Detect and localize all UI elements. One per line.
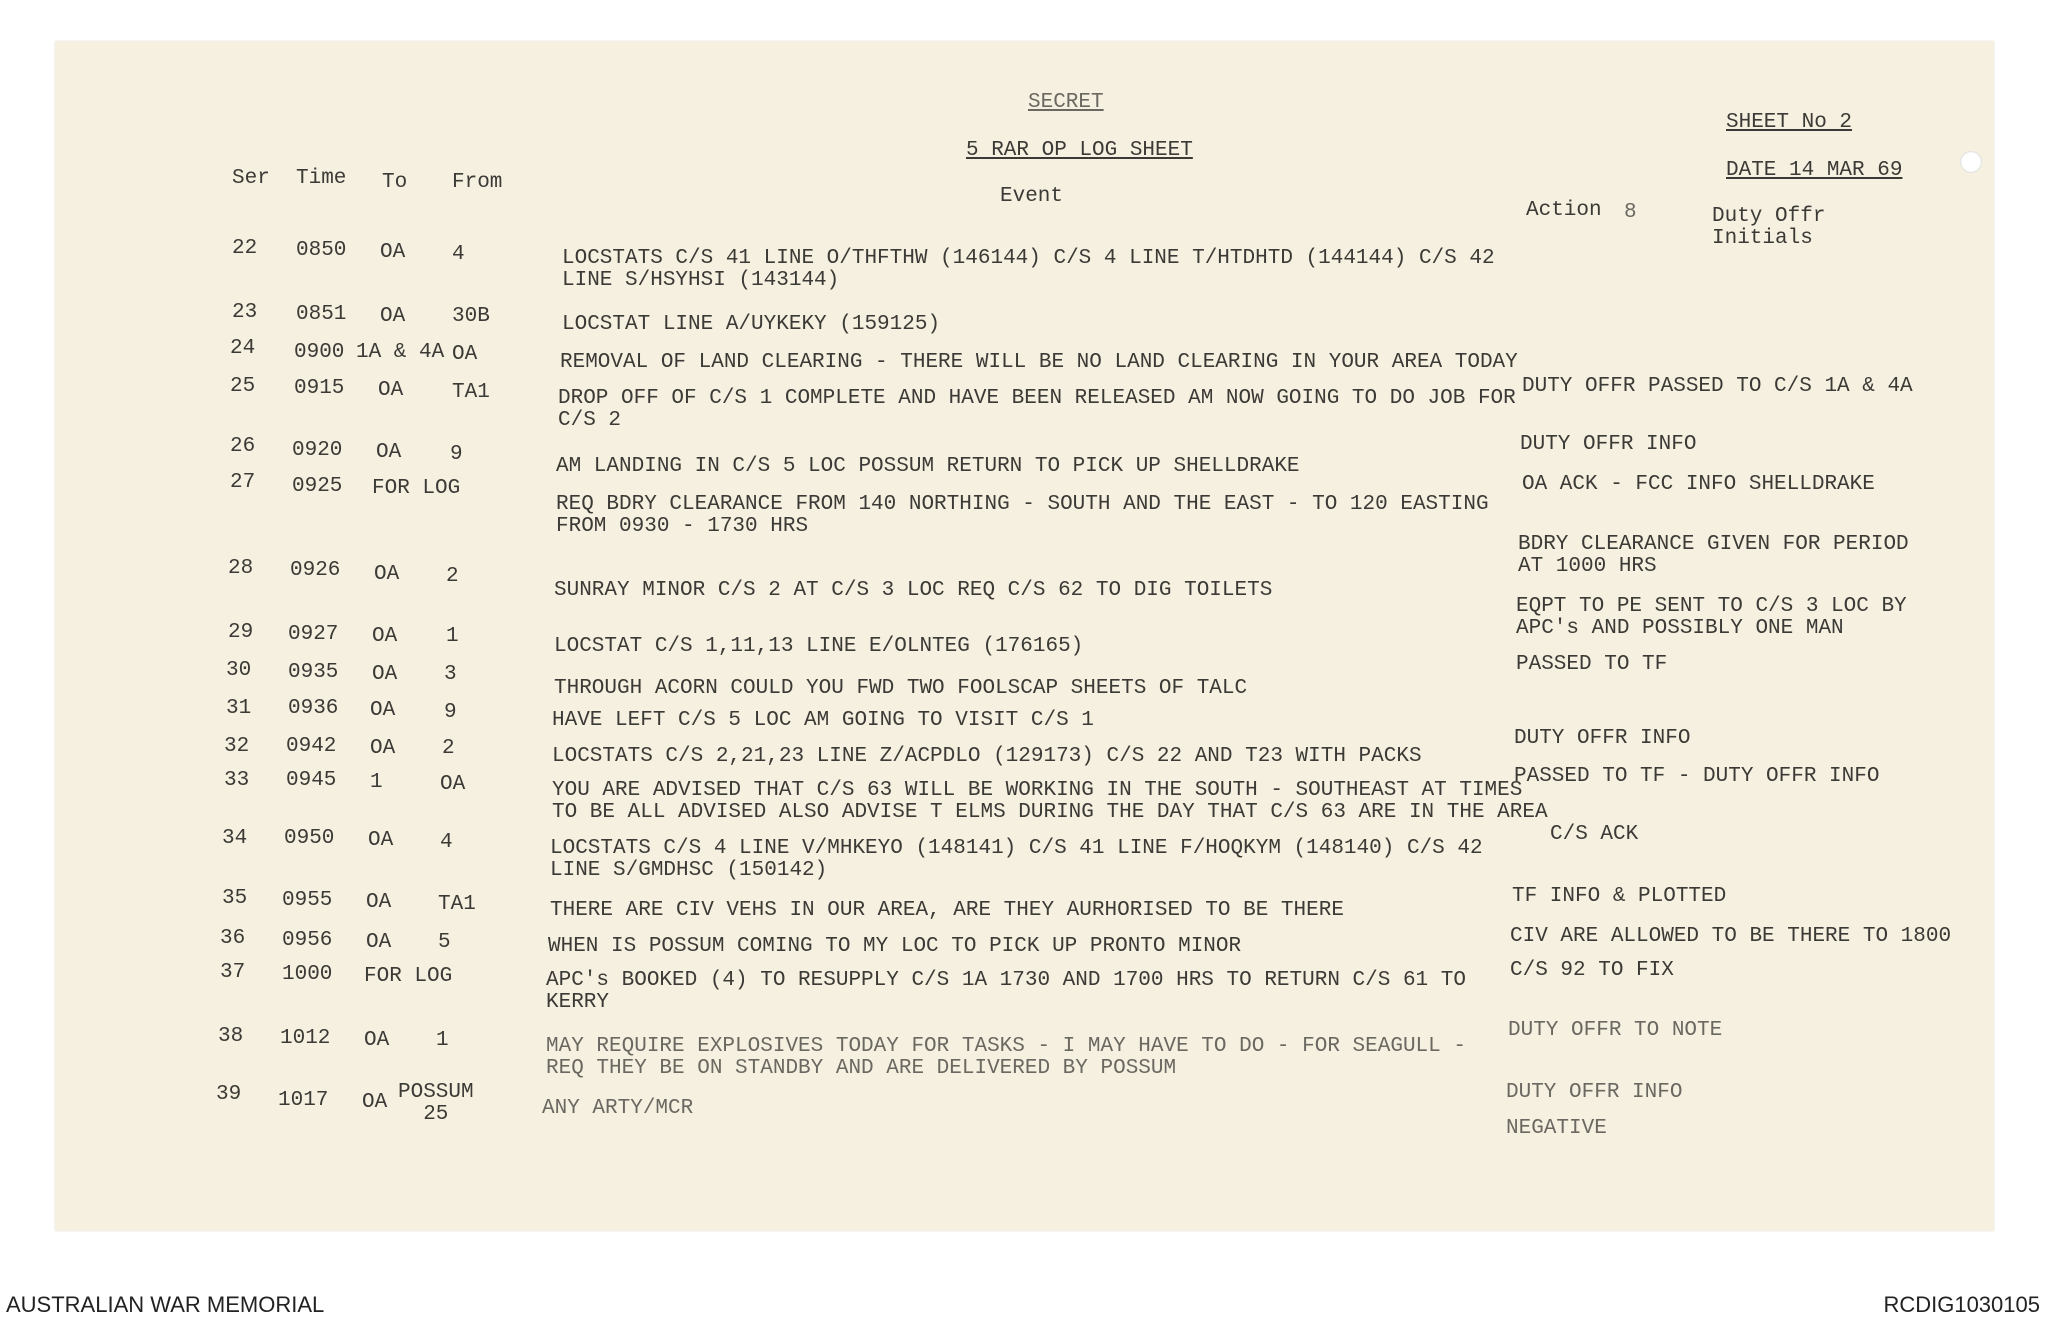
row-to: OA [372, 625, 398, 648]
row-action: OA ACK - FCC INFO SHELLDRAKE [1522, 473, 1875, 496]
row-time: 0955 [282, 889, 333, 912]
row-from: 3 [444, 663, 457, 686]
row-event: MAY REQUIRE EXPLOSIVES TODAY FOR TASKS - I MAY HAVE TO DO - FOR SEAGULL - REQ THEY BE ON STANDBY AND ARE DELIVERED BY POSSUM [546, 1035, 1466, 1080]
footer-id: RCDIG1030105 [1883, 1292, 2040, 1317]
row-to: 1 [370, 771, 383, 794]
col-header-event: Event [1000, 185, 1064, 208]
row-from: 4 [452, 243, 465, 266]
row-event: AM LANDING IN C/S 5 LOC POSSUM RETURN TO PICK UP SHELLDRAKE [556, 455, 1300, 478]
row-to: OA [362, 1091, 388, 1114]
row-ser: 29 [228, 621, 254, 644]
row-action: C/S 92 TO FIX [1510, 959, 1674, 982]
row-time: 0950 [284, 827, 335, 850]
row-time: 0956 [282, 929, 333, 952]
row-event: LOCSTAT LINE A/UYKEKY (159125) [562, 313, 941, 336]
row-from: 1 [436, 1029, 449, 1052]
row-ser: 23 [232, 301, 258, 324]
row-event: LOCSTATS C/S 4 LINE V/MHKEYO (148141) C/S 41 LINE F/HOQKYM (148140) C/S 42 LINE S/GMDHSC (150142) [550, 837, 1483, 882]
row-from: OA [440, 773, 466, 796]
row-time: 1012 [280, 1027, 331, 1050]
row-ser: 34 [222, 827, 248, 850]
row-ser: 38 [218, 1025, 244, 1048]
row-from: OA [452, 343, 478, 366]
row-action: DUTY OFFR TO NOTE [1508, 1019, 1723, 1042]
row-to: 1A & 4A [356, 341, 445, 364]
row-action: CIV ARE ALLOWED TO BE THERE TO 1800 [1510, 925, 1952, 948]
row-from: 30B [452, 305, 490, 328]
row-to: OA [378, 379, 404, 402]
sheet-number: SHEET No 2 [1726, 111, 1853, 134]
row-from: TA1 [452, 381, 490, 404]
sheet-date: DATE 14 MAR 69 [1726, 159, 1903, 182]
row-ser: 31 [226, 697, 252, 720]
row-event: REMOVAL OF LAND CLEARING - THERE WILL BE NO LAND CLEARING IN YOUR AREA TODAY [560, 351, 1518, 374]
row-ser: 36 [220, 927, 246, 950]
punch-hole [1960, 151, 1982, 173]
row-ser: 30 [226, 659, 252, 682]
row-ser: 26 [230, 435, 256, 458]
row-to: FOR LOG [364, 965, 453, 988]
row-event: YOU ARE ADVISED THAT C/S 63 WILL BE WORKING IN THE SOUTH - SOUTHEAST AT TIMES TO BE ALL ADVISED ALSO ADVISE T ELMS DURING THE DAY THAT C/S 63 ARE IN THE AREA [552, 779, 1548, 824]
row-to: OA [368, 829, 394, 852]
row-time: 0927 [288, 623, 339, 646]
row-ser: 33 [224, 769, 250, 792]
row-action: NEGATIVE [1506, 1117, 1607, 1140]
row-to: OA [370, 699, 396, 722]
row-event: LOCSTAT C/S 1,11,13 LINE E/OLNTEG (176165) [554, 635, 1084, 658]
row-action: BDRY CLEARANCE GIVEN FOR PERIOD AT 1000 HRS [1518, 533, 1909, 578]
row-event: REQ BDRY CLEARANCE FROM 140 NORTHING - SOUTH AND THE EAST - TO 120 EASTING FROM 0930 - 1730 HRS [556, 493, 1489, 538]
row-from: 2 [442, 737, 455, 760]
row-action: PASSED TO TF [1516, 653, 1668, 676]
row-ser: 37 [220, 961, 246, 984]
row-time: 0936 [288, 697, 339, 720]
row-time: 0945 [286, 769, 337, 792]
row-action: TF INFO & PLOTTED [1512, 885, 1727, 908]
row-to: OA [364, 1029, 390, 1052]
row-event: LOCSTATS C/S 41 LINE O/THFTHW (146144) C/S 4 LINE T/HTDHTD (144144) C/S 42 LINE S/HSYHSI (143144) [562, 247, 1495, 292]
row-event: THROUGH ACORN COULD YOU FWD TWO FOOLSCAP SHEETS OF TALC [554, 677, 1248, 700]
col-header-to: To [382, 171, 408, 194]
row-ser: 27 [230, 471, 256, 494]
row-action: EQPT TO PE SENT TO C/S 3 LOC BY APC's AND POSSIBLY ONE MAN [1516, 595, 1907, 640]
col-header-ser: Ser [232, 167, 270, 190]
row-action: DUTY OFFR INFO [1520, 433, 1697, 456]
footer-source: AUSTRALIAN WAR MEMORIAL [6, 1292, 325, 1317]
sheet-title: 5 RAR OP LOG SHEET [966, 139, 1193, 162]
row-to: OA [372, 663, 398, 686]
row-time: 1000 [282, 963, 333, 986]
row-to: OA [366, 891, 392, 914]
row-event: ANY ARTY/MCR [542, 1097, 694, 1120]
row-time: 0926 [290, 559, 341, 582]
row-time: 0935 [288, 661, 339, 684]
row-ser: 22 [232, 237, 258, 260]
row-event: LOCSTATS C/S 2,21,23 LINE Z/ACPDLO (129173) C/S 22 AND T23 WITH PACKS [552, 745, 1422, 768]
row-ser: 39 [216, 1083, 242, 1106]
classification-label: SECRET [1028, 91, 1104, 114]
col-header-action: Action [1526, 199, 1602, 222]
col-header-action-mark: 8 [1624, 201, 1637, 224]
row-event: SUNRAY MINOR C/S 2 AT C/S 3 LOC REQ C/S 62 TO DIG TOILETS [554, 579, 1273, 602]
row-from: 5 [438, 931, 451, 954]
row-to: OA [380, 305, 406, 328]
row-ser: 35 [222, 887, 248, 910]
row-to: OA [376, 441, 402, 464]
row-from: 1 [446, 625, 459, 648]
row-ser: 28 [228, 557, 254, 580]
row-event: DROP OFF OF C/S 1 COMPLETE AND HAVE BEEN RELEASED AM NOW GOING TO DO JOB FOR C/S 2 [558, 387, 1516, 432]
row-time: 0851 [296, 303, 347, 326]
row-to: OA [374, 563, 400, 586]
row-from: 9 [450, 443, 463, 466]
row-ser: 32 [224, 735, 250, 758]
row-from: 2 [446, 565, 459, 588]
row-time: 0942 [286, 735, 337, 758]
row-time: 0925 [292, 475, 343, 498]
col-header-time: Time [296, 167, 347, 190]
row-to: OA [366, 931, 392, 954]
col-header-initials: Duty Offr Initials [1712, 205, 1826, 250]
row-to: OA [370, 737, 396, 760]
row-from: 4 [440, 831, 453, 854]
row-action: PASSED TO TF - DUTY OFFR INFO [1514, 765, 1880, 788]
row-event: THERE ARE CIV VEHS IN OUR AREA, ARE THEY AURHORISED TO BE THERE [550, 899, 1344, 922]
row-action: DUTY OFFR PASSED TO C/S 1A & 4A [1522, 375, 1913, 398]
row-action: C/S ACK [1550, 823, 1639, 846]
row-ser: 24 [230, 337, 256, 360]
row-from: POSSUM 25 [398, 1081, 474, 1126]
row-event: WHEN IS POSSUM COMING TO MY LOC TO PICK UP PRONTO MINOR [548, 935, 1242, 958]
row-time: 0915 [294, 377, 345, 400]
row-action: DUTY OFFR INFO [1506, 1081, 1683, 1104]
row-to: FOR LOG [372, 477, 461, 500]
row-event: APC's BOOKED (4) TO RESUPPLY C/S 1A 1730 AND 1700 HRS TO RETURN C/S 61 TO KERRY [546, 969, 1466, 1014]
row-time: 0850 [296, 239, 347, 262]
row-action: DUTY OFFR INFO [1514, 727, 1691, 750]
row-time: 0900 [294, 341, 345, 364]
col-header-from: From [452, 171, 503, 194]
row-to: OA [380, 241, 406, 264]
row-from: TA1 [438, 893, 476, 916]
row-event: HAVE LEFT C/S 5 LOC AM GOING TO VISIT C/S 1 [552, 709, 1094, 732]
row-from: 9 [444, 701, 457, 724]
row-time: 1017 [278, 1089, 329, 1112]
row-ser: 25 [230, 375, 256, 398]
row-time: 0920 [292, 439, 343, 462]
